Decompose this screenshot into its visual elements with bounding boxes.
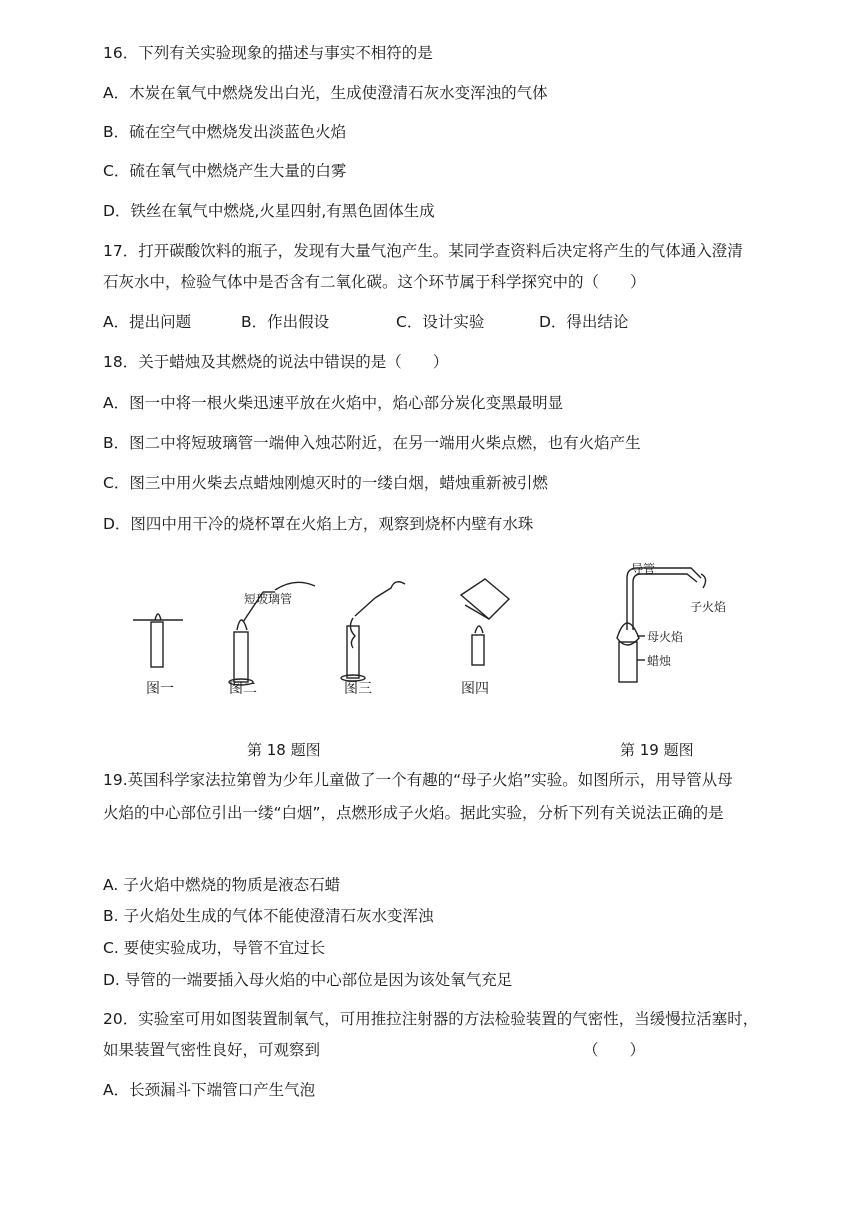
- fig1-label: 图一: [146, 681, 174, 697]
- q18-option-d: D．图四中用干冷的烧杯罩在火焰上方，观察到烧杯内壁有水珠: [103, 515, 534, 533]
- q18-option-a: A．图一中将一根火柴迅速平放在火焰中，焰心部分炭化变黑最明显: [103, 394, 564, 412]
- q17-option-b: B．作出假设: [241, 313, 330, 331]
- q17-option-d: D．得出结论: [539, 313, 629, 331]
- tube-label: 短玻璃管: [244, 592, 293, 606]
- figure-3-relight-smoke: [335, 568, 425, 678]
- q19-candle-label: 蜡烛: [647, 654, 672, 668]
- figure-4-beaker-over-flame: [455, 575, 525, 670]
- fig3-label: 图三: [344, 681, 372, 697]
- q19-stem-line2: 火焰的中心部位引出一缕“白烟”，点燃形成子火焰。据此实验，分析下列有关说法正确的是: [103, 804, 724, 822]
- q19-option-a: A. 子火焰中燃烧的物质是液态石蜡: [103, 876, 341, 894]
- q16-option-b: B．硫在空气中燃烧发出淡蓝色火焰: [103, 123, 347, 141]
- q19-mother-label: 母火焰: [647, 630, 684, 644]
- q19-option-b: B. 子火焰处生成的气体不能使澄清石灰水变浑浊: [103, 907, 434, 925]
- q17-options: [103, 311, 703, 333]
- q19-child-label: 子火焰: [690, 600, 727, 614]
- q17-option-a: A．提出问题: [103, 313, 192, 331]
- q18-option-c: C．图三中用火柴去点蜡烛刚熄灭时的一缕白烟，蜡烛重新被引燃: [103, 474, 548, 492]
- q19-stem-line1: 19.英国科学家法拉第曾为少年儿童做了一个有趣的“母子火焰”实验。如图所示，用导管从母: [103, 771, 733, 789]
- q19-guide-label: 导管: [631, 562, 656, 576]
- caption-fig18: 第 18 题图: [247, 741, 321, 759]
- q17-stem-line1: 17．打开碳酸饮料的瓶子，发现有大量气泡产生。某同学查资料后决定将产生的气体通入澄清: [103, 242, 743, 260]
- q19-option-d: D. 导管的一端要插入母火焰的中心部位是因为该处氧气充足: [103, 971, 513, 989]
- q17-stem-line2: 石灰水中，检验气体中是否含有二氧化碳。这个环节属于科学探究中的（ ）: [103, 273, 646, 291]
- q20-answer-blank: （ ）: [583, 1041, 646, 1059]
- q20-stem-line1: 20．实验室可用如图装置制氧气，可用推拉注射器的方法检验装置的气密性，当缓慢拉活塞时，: [103, 1010, 759, 1028]
- q17-option-c: C．设计实验: [396, 313, 485, 331]
- q16-stem: 16．下列有关实验现象的描述与事实不相符的是: [103, 44, 433, 62]
- q18-stem: 18．关于蜡烛及其燃烧的说法中错误的是（ ）: [103, 353, 449, 371]
- q16-option-d: D．铁丝在氧气中燃烧,火星四射,有黑色固体生成: [103, 202, 435, 220]
- figure-1-candle-match: [125, 600, 195, 690]
- fig4-label: 图四: [461, 681, 489, 697]
- q20-option-a: A．长颈漏斗下端管口产生气泡: [103, 1081, 316, 1099]
- figure-2-candle-tube: [215, 572, 325, 682]
- caption-fig19: 第 19 题图: [620, 741, 694, 759]
- fig2-label: 图二: [229, 681, 257, 697]
- q19-option-c: C. 要使实验成功，导管不宜过长: [103, 939, 326, 957]
- q18-option-b: B．图二中将短玻璃管一端伸入烛芯附近，在另一端用火柴点燃，也有火焰产生: [103, 434, 641, 452]
- q16-option-c: C．硫在氧气中燃烧产生大量的白雾: [103, 162, 347, 180]
- q16-option-a: A．木炭在氧气中燃烧发出白光，生成使澄清石灰水变浑浊的气体: [103, 84, 548, 102]
- figure-19-mother-child-flame: [605, 560, 725, 690]
- q20-stem-line2: 如果装置气密性良好，可观察到: [103, 1041, 321, 1059]
